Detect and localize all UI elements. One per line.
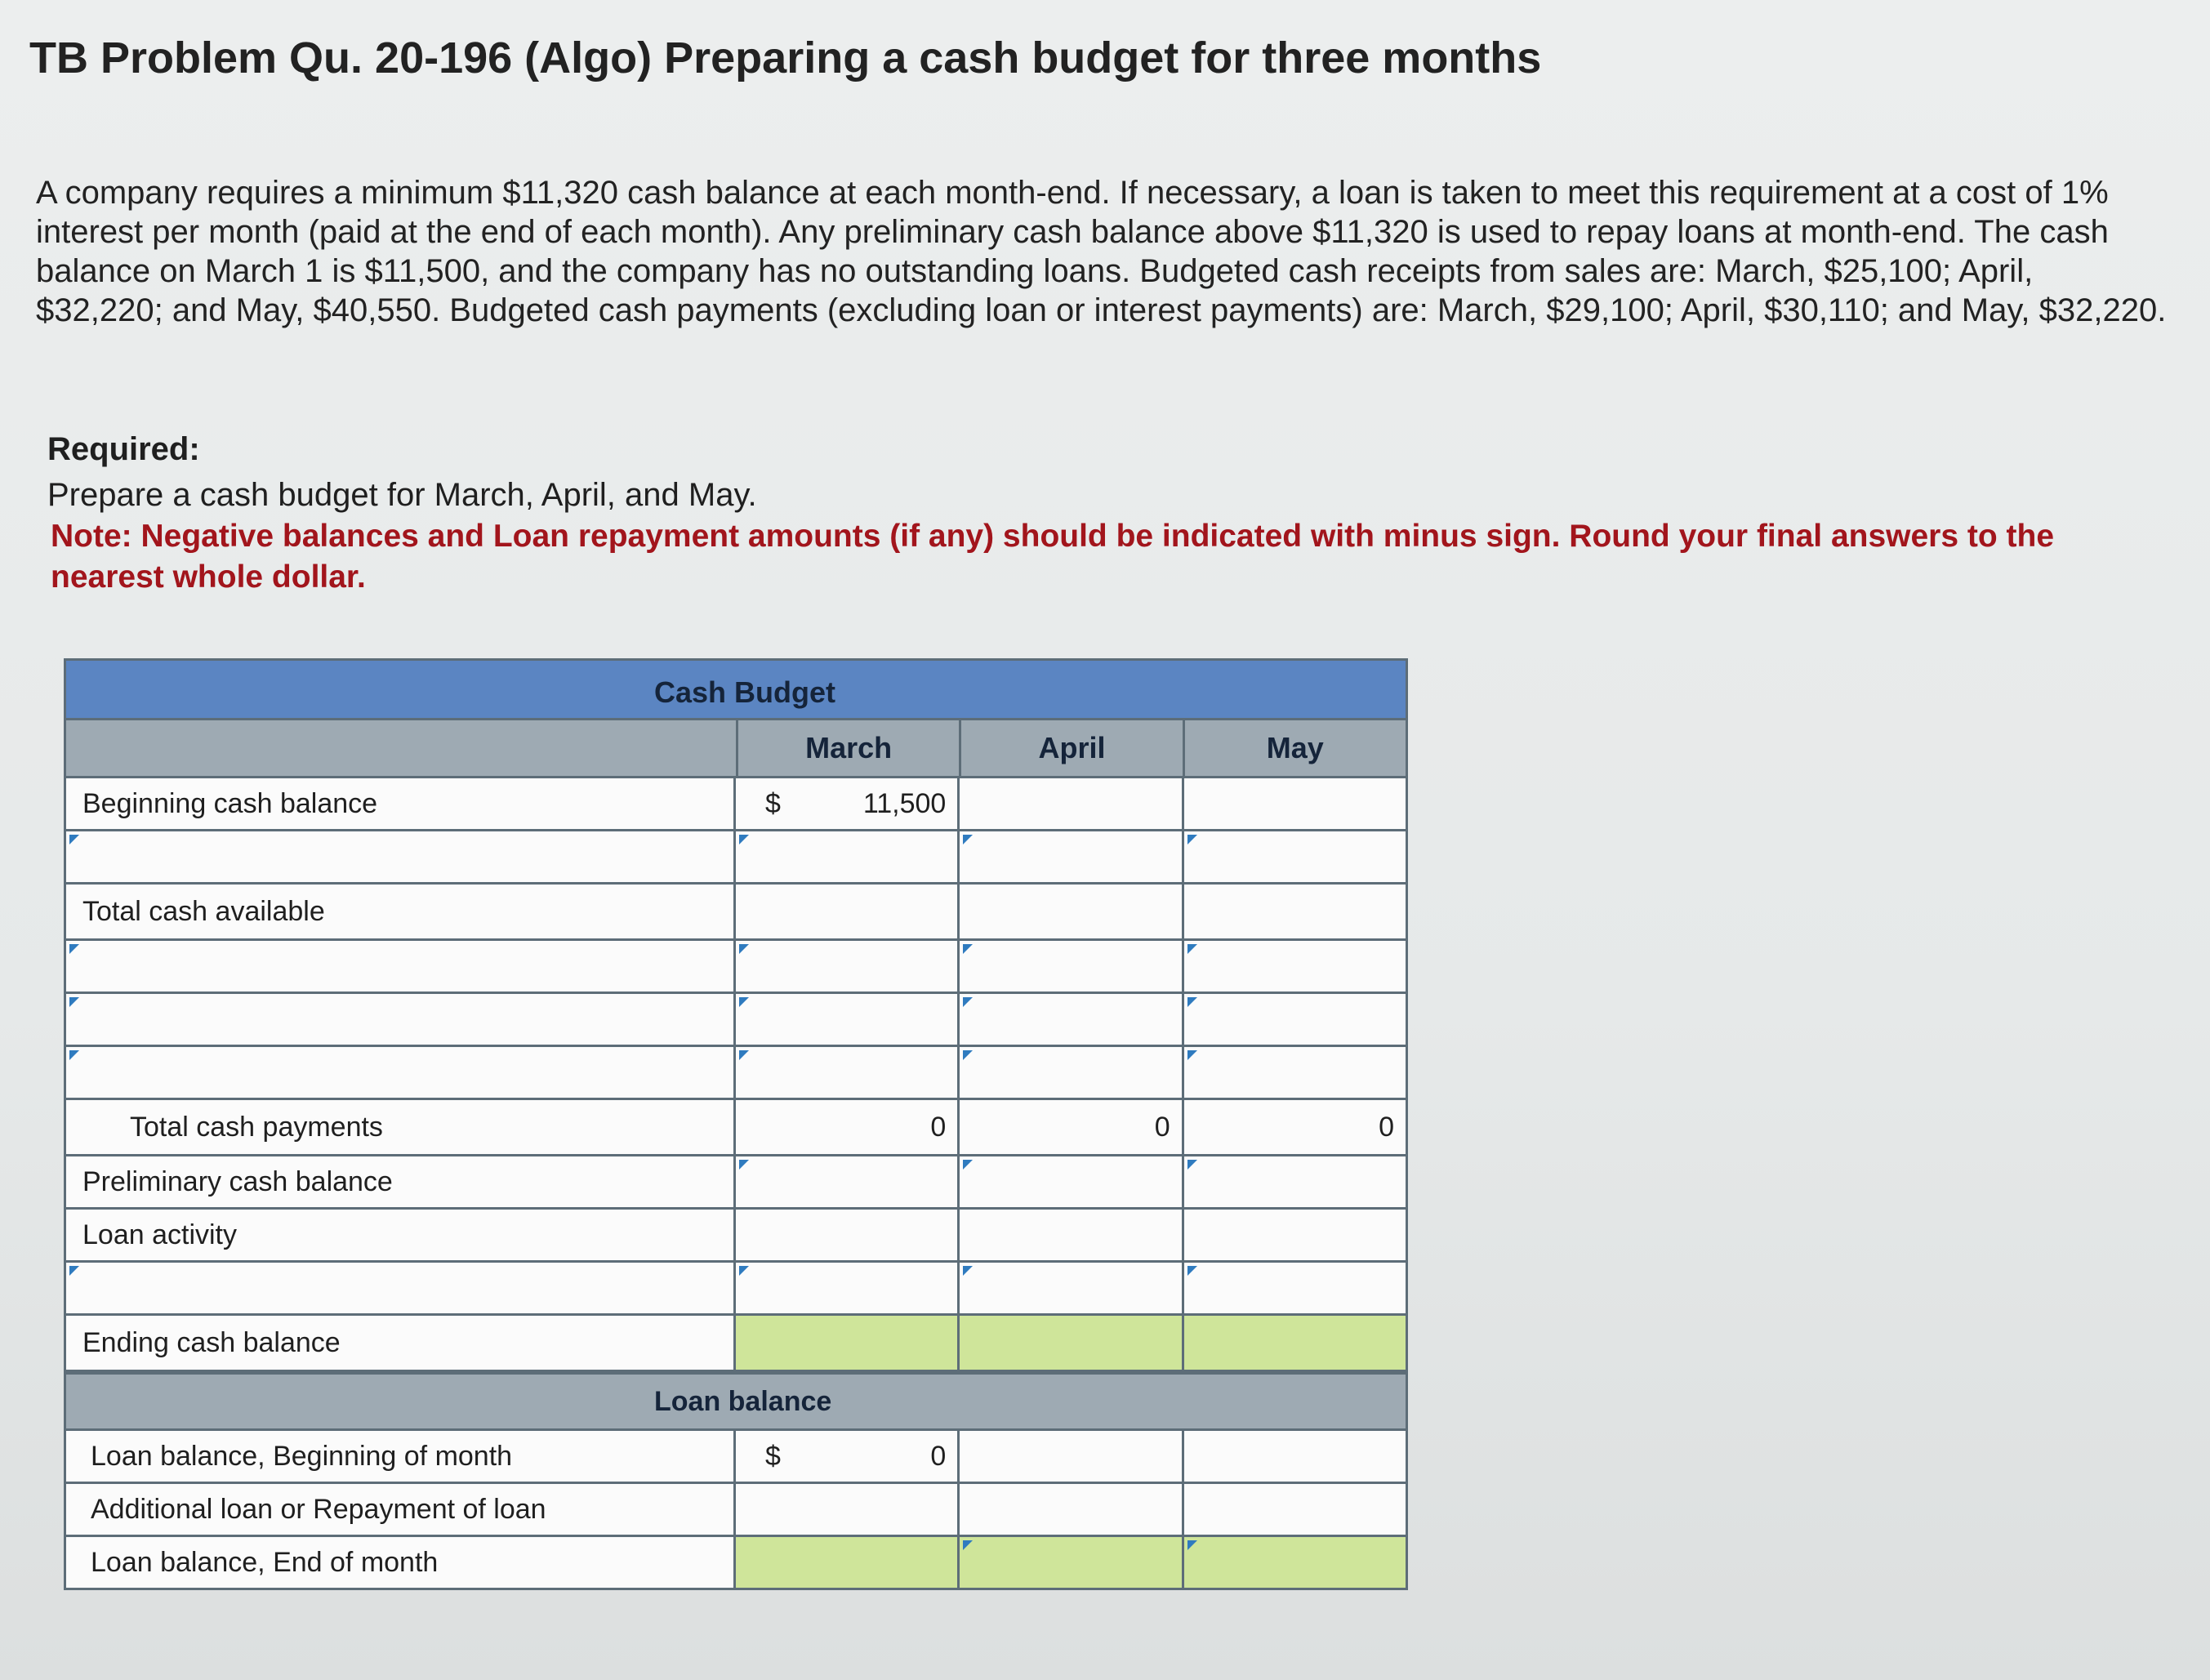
row-label: Loan balance, Beginning of month bbox=[66, 1431, 736, 1482]
cell-may-total-payments: 0 bbox=[1184, 1100, 1406, 1154]
input-april[interactable] bbox=[960, 1047, 1183, 1098]
cell-may-ending-cash bbox=[1184, 1316, 1406, 1370]
cell-may-total-cash-available bbox=[1184, 885, 1406, 938]
page-title: TB Problem Qu. 20-196 (Algo) Preparing a cash budget for three months bbox=[29, 33, 1542, 82]
input-march[interactable] bbox=[736, 941, 960, 992]
loan-balance-title: Loan balance bbox=[654, 1386, 832, 1417]
input-may[interactable] bbox=[1184, 831, 1406, 882]
input-april[interactable] bbox=[960, 941, 1183, 992]
row-label-dropdown[interactable] bbox=[66, 941, 736, 992]
row-label-dropdown[interactable] bbox=[66, 994, 736, 1045]
required-label: Required: bbox=[47, 431, 200, 467]
input-april[interactable] bbox=[960, 994, 1183, 1045]
cash-budget-header bbox=[66, 661, 1406, 720]
month-header-may: May bbox=[1266, 731, 1324, 764]
dollar-sign: $ bbox=[765, 1441, 781, 1472]
row-label: Total cash payments bbox=[66, 1100, 736, 1154]
cell-march-loan-end bbox=[736, 1537, 960, 1588]
cell-april-loan-beginning bbox=[960, 1431, 1183, 1482]
month-header-row bbox=[66, 720, 1406, 778]
cell-march-ending-cash bbox=[736, 1316, 960, 1370]
cell-april-loan-activity bbox=[960, 1210, 1183, 1260]
input-may[interactable] bbox=[1184, 1263, 1406, 1313]
input-may[interactable] bbox=[1184, 1047, 1406, 1098]
row-label: Total cash available bbox=[66, 885, 736, 938]
row-payment-select-2 bbox=[66, 994, 1406, 1047]
cell-march-total-payments: 0 bbox=[736, 1100, 960, 1154]
row-label: Loan activity bbox=[66, 1210, 736, 1260]
row-label-dropdown[interactable] bbox=[66, 1263, 736, 1313]
cell-april-beginning-cash bbox=[960, 778, 1183, 829]
cell-may-additional-loan bbox=[1184, 1484, 1406, 1535]
cell-value: 11,500 bbox=[862, 788, 947, 819]
cash-budget-table bbox=[64, 658, 1408, 1590]
row-label: Additional loan or Repayment of loan bbox=[66, 1484, 736, 1535]
input-april[interactable] bbox=[960, 831, 1183, 882]
row-additional-loan-repayment bbox=[66, 1484, 1406, 1537]
input-may[interactable] bbox=[1184, 941, 1406, 992]
row-loan-balance-end bbox=[66, 1537, 1406, 1588]
cell-value: 0 bbox=[930, 1441, 947, 1472]
input-march[interactable] bbox=[736, 1263, 960, 1313]
row-preliminary-cash-balance bbox=[66, 1156, 1406, 1210]
cell-march-loan-activity bbox=[736, 1210, 960, 1260]
month-header-april: April bbox=[961, 720, 1184, 776]
row-total-cash-payments bbox=[66, 1100, 1406, 1156]
cell-may-loan-activity bbox=[1184, 1210, 1406, 1260]
row-ending-cash-balance bbox=[66, 1316, 1406, 1372]
row-receipts-select bbox=[66, 831, 1406, 885]
cell-april-total-cash-available bbox=[960, 885, 1183, 938]
cash-budget-title: Cash Budget bbox=[654, 675, 836, 709]
cell-april-total-payments: 0 bbox=[960, 1100, 1183, 1154]
cell-march-total-cash-available bbox=[736, 885, 960, 938]
dollar-sign: $ bbox=[765, 788, 781, 819]
cell-april-additional-loan bbox=[960, 1484, 1183, 1535]
row-beginning-cash-balance bbox=[66, 778, 1406, 831]
cell-may-loan-end bbox=[1184, 1537, 1406, 1588]
row-total-cash-available bbox=[66, 885, 1406, 941]
row-payment-select-3 bbox=[66, 1047, 1406, 1100]
header-label-spacer bbox=[66, 720, 738, 776]
input-april[interactable] bbox=[960, 1263, 1183, 1313]
input-may-preliminary[interactable] bbox=[1184, 1156, 1406, 1207]
row-loan-select bbox=[66, 1263, 1406, 1316]
loan-balance-header bbox=[66, 1372, 1406, 1431]
input-march[interactable] bbox=[736, 994, 960, 1045]
month-header-march: March bbox=[738, 720, 961, 776]
row-label-dropdown[interactable] bbox=[66, 1047, 736, 1098]
input-april-preliminary[interactable] bbox=[960, 1156, 1183, 1207]
cell-april-loan-end bbox=[960, 1537, 1183, 1588]
input-may[interactable] bbox=[1184, 994, 1406, 1045]
input-march[interactable] bbox=[736, 831, 960, 882]
cell-may-loan-beginning bbox=[1184, 1431, 1406, 1482]
row-payment-select-1 bbox=[66, 941, 1406, 994]
note-instruction: Note: Negative balances and Loan repayment amounts (if any) should be indicated with minus sign. Round your final answers to the nearest whole dollar. bbox=[51, 519, 2055, 595]
problem-description: A company requires a minimum $11,320 cash balance at each month-end. If necessary, a loan is taken to meet this requirement at a cost of 1% interest per month (paid at the end of each month). Any preliminary cash balance above $11,320 is used to repay loans at month-end. The cash balance on March 1 is $11,500, and the company has no outstanding loans. Budgeted cash receipts from sales are: March, $25,100; April, $32,220; and May, $40,550. Budgeted cash payments (excluding loan or interest payments) are: March, $29,100; April, $30,110; and May, $32,220. bbox=[36, 175, 2167, 328]
row-loan-balance-beginning bbox=[66, 1431, 1406, 1484]
row-label: Loan balance, End of month bbox=[66, 1537, 736, 1588]
input-march-preliminary[interactable] bbox=[736, 1156, 960, 1207]
cell-march-additional-loan bbox=[736, 1484, 960, 1535]
input-march[interactable] bbox=[736, 1047, 960, 1098]
row-label: Beginning cash balance bbox=[66, 778, 736, 829]
cell-may-beginning-cash bbox=[1184, 778, 1406, 829]
cell-april-ending-cash bbox=[960, 1316, 1183, 1370]
row-label: Preliminary cash balance bbox=[66, 1156, 736, 1207]
cell-march-beginning-cash bbox=[736, 778, 960, 829]
row-label-dropdown[interactable] bbox=[66, 831, 736, 882]
required-instruction: Prepare a cash budget for March, April, and May. bbox=[47, 477, 757, 513]
row-loan-activity bbox=[66, 1210, 1406, 1263]
row-label: Ending cash balance bbox=[66, 1316, 736, 1370]
cell-march-loan-beginning bbox=[736, 1431, 960, 1482]
